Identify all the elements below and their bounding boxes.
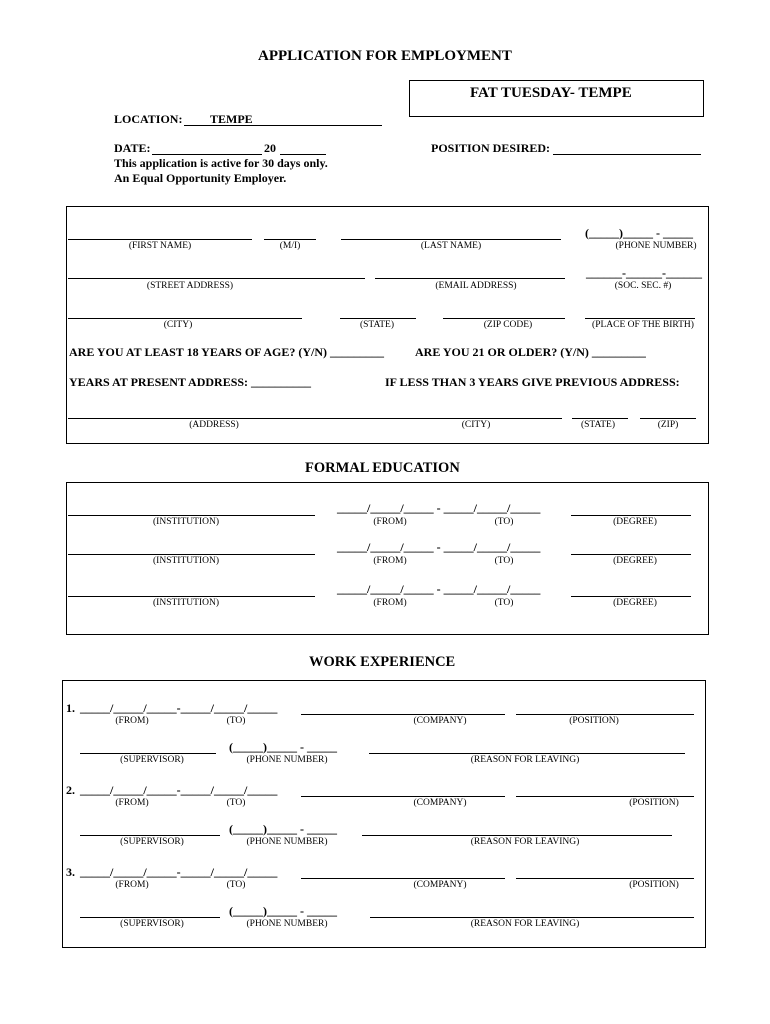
degree-field[interactable] (571, 554, 691, 555)
last-name-label: (LAST NAME) (420, 241, 482, 251)
from-label: (FROM) (373, 598, 407, 608)
edu-dates-field[interactable]: _____/_____/_____ - _____/_____/_____ (337, 540, 541, 554)
prev-zip-field[interactable] (640, 418, 696, 419)
from-label: (FROM) (373, 517, 407, 527)
company-box (409, 80, 704, 117)
phone-label: (PHONE NUMBER) (246, 919, 328, 929)
company-name: FAT TUESDAY- TEMPE (470, 85, 632, 101)
supervisor-label: (SUPERVISOR) (120, 919, 184, 929)
degree-label: (DEGREE) (613, 598, 657, 608)
last-name-field[interactable] (341, 239, 561, 240)
date-year-field[interactable] (280, 154, 326, 155)
work-phone-field[interactable]: (_____)_____ - _____ (229, 822, 337, 836)
ssn-label: (SOC. SEC. #) (614, 281, 672, 291)
work-dates-field[interactable]: _____/_____/_____-_____/_____/_____ (80, 701, 278, 715)
from-label: (FROM) (115, 880, 149, 890)
prev-zip-label: (ZIP) (657, 420, 679, 430)
state-label: (STATE) (359, 320, 395, 330)
city-label: (CITY) (163, 320, 193, 330)
reason-label: (REASON FOR LEAVING) (470, 919, 580, 929)
location-label: LOCATION: (114, 112, 183, 126)
position-field[interactable] (516, 878, 694, 879)
position-label: (POSITION) (629, 880, 679, 890)
location-value: TEMPE (210, 112, 253, 126)
to-label: (TO) (494, 517, 514, 527)
prev-city-label: (CITY) (461, 420, 491, 430)
mi-field[interactable] (264, 239, 316, 240)
date-year: 20 (264, 141, 276, 155)
email-field[interactable] (375, 278, 565, 279)
edu-dates-field[interactable]: _____/_____/_____ - _____/_____/_____ (337, 582, 541, 596)
reason-label: (REASON FOR LEAVING) (470, 837, 580, 847)
to-label: (TO) (494, 598, 514, 608)
work-dates-field[interactable]: _____/_____/_____-_____/_____/_____ (80, 783, 278, 797)
degree-field[interactable] (571, 596, 691, 597)
to-label: (TO) (226, 716, 246, 726)
from-label: (FROM) (115, 798, 149, 808)
phone-label: (PHONE NUMBER) (615, 241, 697, 251)
first-name-field[interactable] (68, 239, 252, 240)
to-label: (TO) (494, 556, 514, 566)
institution-label: (INSTITUTION) (153, 517, 219, 527)
prev-state-field[interactable] (572, 418, 628, 419)
entry-number: 1. (66, 701, 75, 715)
prev-address-label: IF LESS THAN 3 YEARS GIVE PREVIOUS ADDRESS: (385, 375, 680, 389)
degree-field[interactable] (571, 515, 691, 516)
institution-label: (INSTITUTION) (153, 556, 219, 566)
position-field[interactable] (516, 714, 694, 715)
birthplace-label: (PLACE OF THE BIRTH) (592, 320, 694, 330)
prev-state-label: (STATE) (580, 420, 616, 430)
age21-question[interactable]: ARE YOU 21 OR OLDER? (Y/N) _________ (415, 345, 646, 359)
prev-address-label-caption: (ADDRESS) (189, 420, 239, 430)
page-title: APPLICATION FOR EMPLOYMENT (258, 48, 512, 64)
to-label: (TO) (226, 798, 246, 808)
institution-field[interactable] (68, 554, 315, 555)
phone-label: (PHONE NUMBER) (246, 755, 328, 765)
institution-field[interactable] (68, 596, 315, 597)
state-field[interactable] (340, 318, 416, 319)
age18-question[interactable]: ARE YOU AT LEAST 18 YEARS OF AGE? (Y/N) _________ (69, 345, 385, 359)
entry-number: 3. (66, 865, 75, 879)
prev-address-field[interactable] (68, 418, 562, 419)
education-title: FORMAL EDUCATION (305, 460, 460, 476)
date-label: DATE: (114, 141, 151, 155)
company-field[interactable] (301, 714, 505, 715)
position-label: (POSITION) (569, 716, 619, 726)
date-field[interactable] (152, 154, 262, 155)
company-field[interactable] (301, 796, 505, 797)
supervisor-field[interactable] (80, 753, 216, 754)
ssn-field[interactable]: ______-______-______ (586, 266, 702, 280)
work-phone-field[interactable]: (_____)_____ - _____ (229, 904, 337, 918)
phone-label: (PHONE NUMBER) (246, 837, 328, 847)
position-field[interactable] (516, 796, 694, 797)
degree-label: (DEGREE) (613, 517, 657, 527)
to-label: (TO) (226, 880, 246, 890)
supervisor-field[interactable] (80, 835, 220, 836)
entry-number: 2. (66, 783, 75, 797)
edu-dates-field[interactable]: _____/_____/_____ - _____/_____/_____ (337, 501, 541, 515)
supervisor-label: (SUPERVISOR) (120, 837, 184, 847)
degree-label: (DEGREE) (613, 556, 657, 566)
company-label: (COMPANY) (413, 880, 467, 890)
company-label: (COMPANY) (413, 716, 467, 726)
email-label: (EMAIL ADDRESS) (435, 281, 517, 291)
zip-field[interactable] (443, 318, 565, 319)
reason-field[interactable] (370, 917, 694, 918)
mi-label: (M/I) (279, 241, 301, 251)
position-label: POSITION DESIRED: (431, 141, 551, 155)
work-dates-field[interactable]: _____/_____/_____-_____/_____/_____ (80, 865, 278, 879)
position-field[interactable] (553, 154, 701, 155)
phone-field[interactable]: (_____)_____ - _____ (585, 226, 693, 240)
first-name-label: (FIRST NAME) (128, 241, 192, 251)
work-title: WORK EXPERIENCE (309, 654, 456, 670)
company-label: (COMPANY) (413, 798, 467, 808)
position-label: (POSITION) (629, 798, 679, 808)
reason-field[interactable] (369, 753, 685, 754)
city-field[interactable] (68, 318, 302, 319)
active-note: This application is active for 30 days only. (114, 156, 328, 170)
reason-field[interactable] (362, 835, 672, 836)
birthplace-field[interactable] (585, 318, 695, 319)
supervisor-label: (SUPERVISOR) (120, 755, 184, 765)
street-label: (STREET ADDRESS) (146, 281, 234, 291)
zip-label: (ZIP CODE) (483, 320, 533, 330)
years-present-question[interactable]: YEARS AT PRESENT ADDRESS: __________ (69, 375, 312, 389)
work-phone-field[interactable]: (_____)_____ - _____ (229, 740, 337, 754)
reason-label: (REASON FOR LEAVING) (470, 755, 580, 765)
street-field[interactable] (68, 278, 365, 279)
from-label: (FROM) (115, 716, 149, 726)
from-label: (FROM) (373, 556, 407, 566)
eoe-note: An Equal Opportunity Employer. (114, 171, 287, 185)
institution-field[interactable] (68, 515, 315, 516)
institution-label: (INSTITUTION) (153, 598, 219, 608)
supervisor-field[interactable] (80, 917, 220, 918)
company-field[interactable] (301, 878, 505, 879)
